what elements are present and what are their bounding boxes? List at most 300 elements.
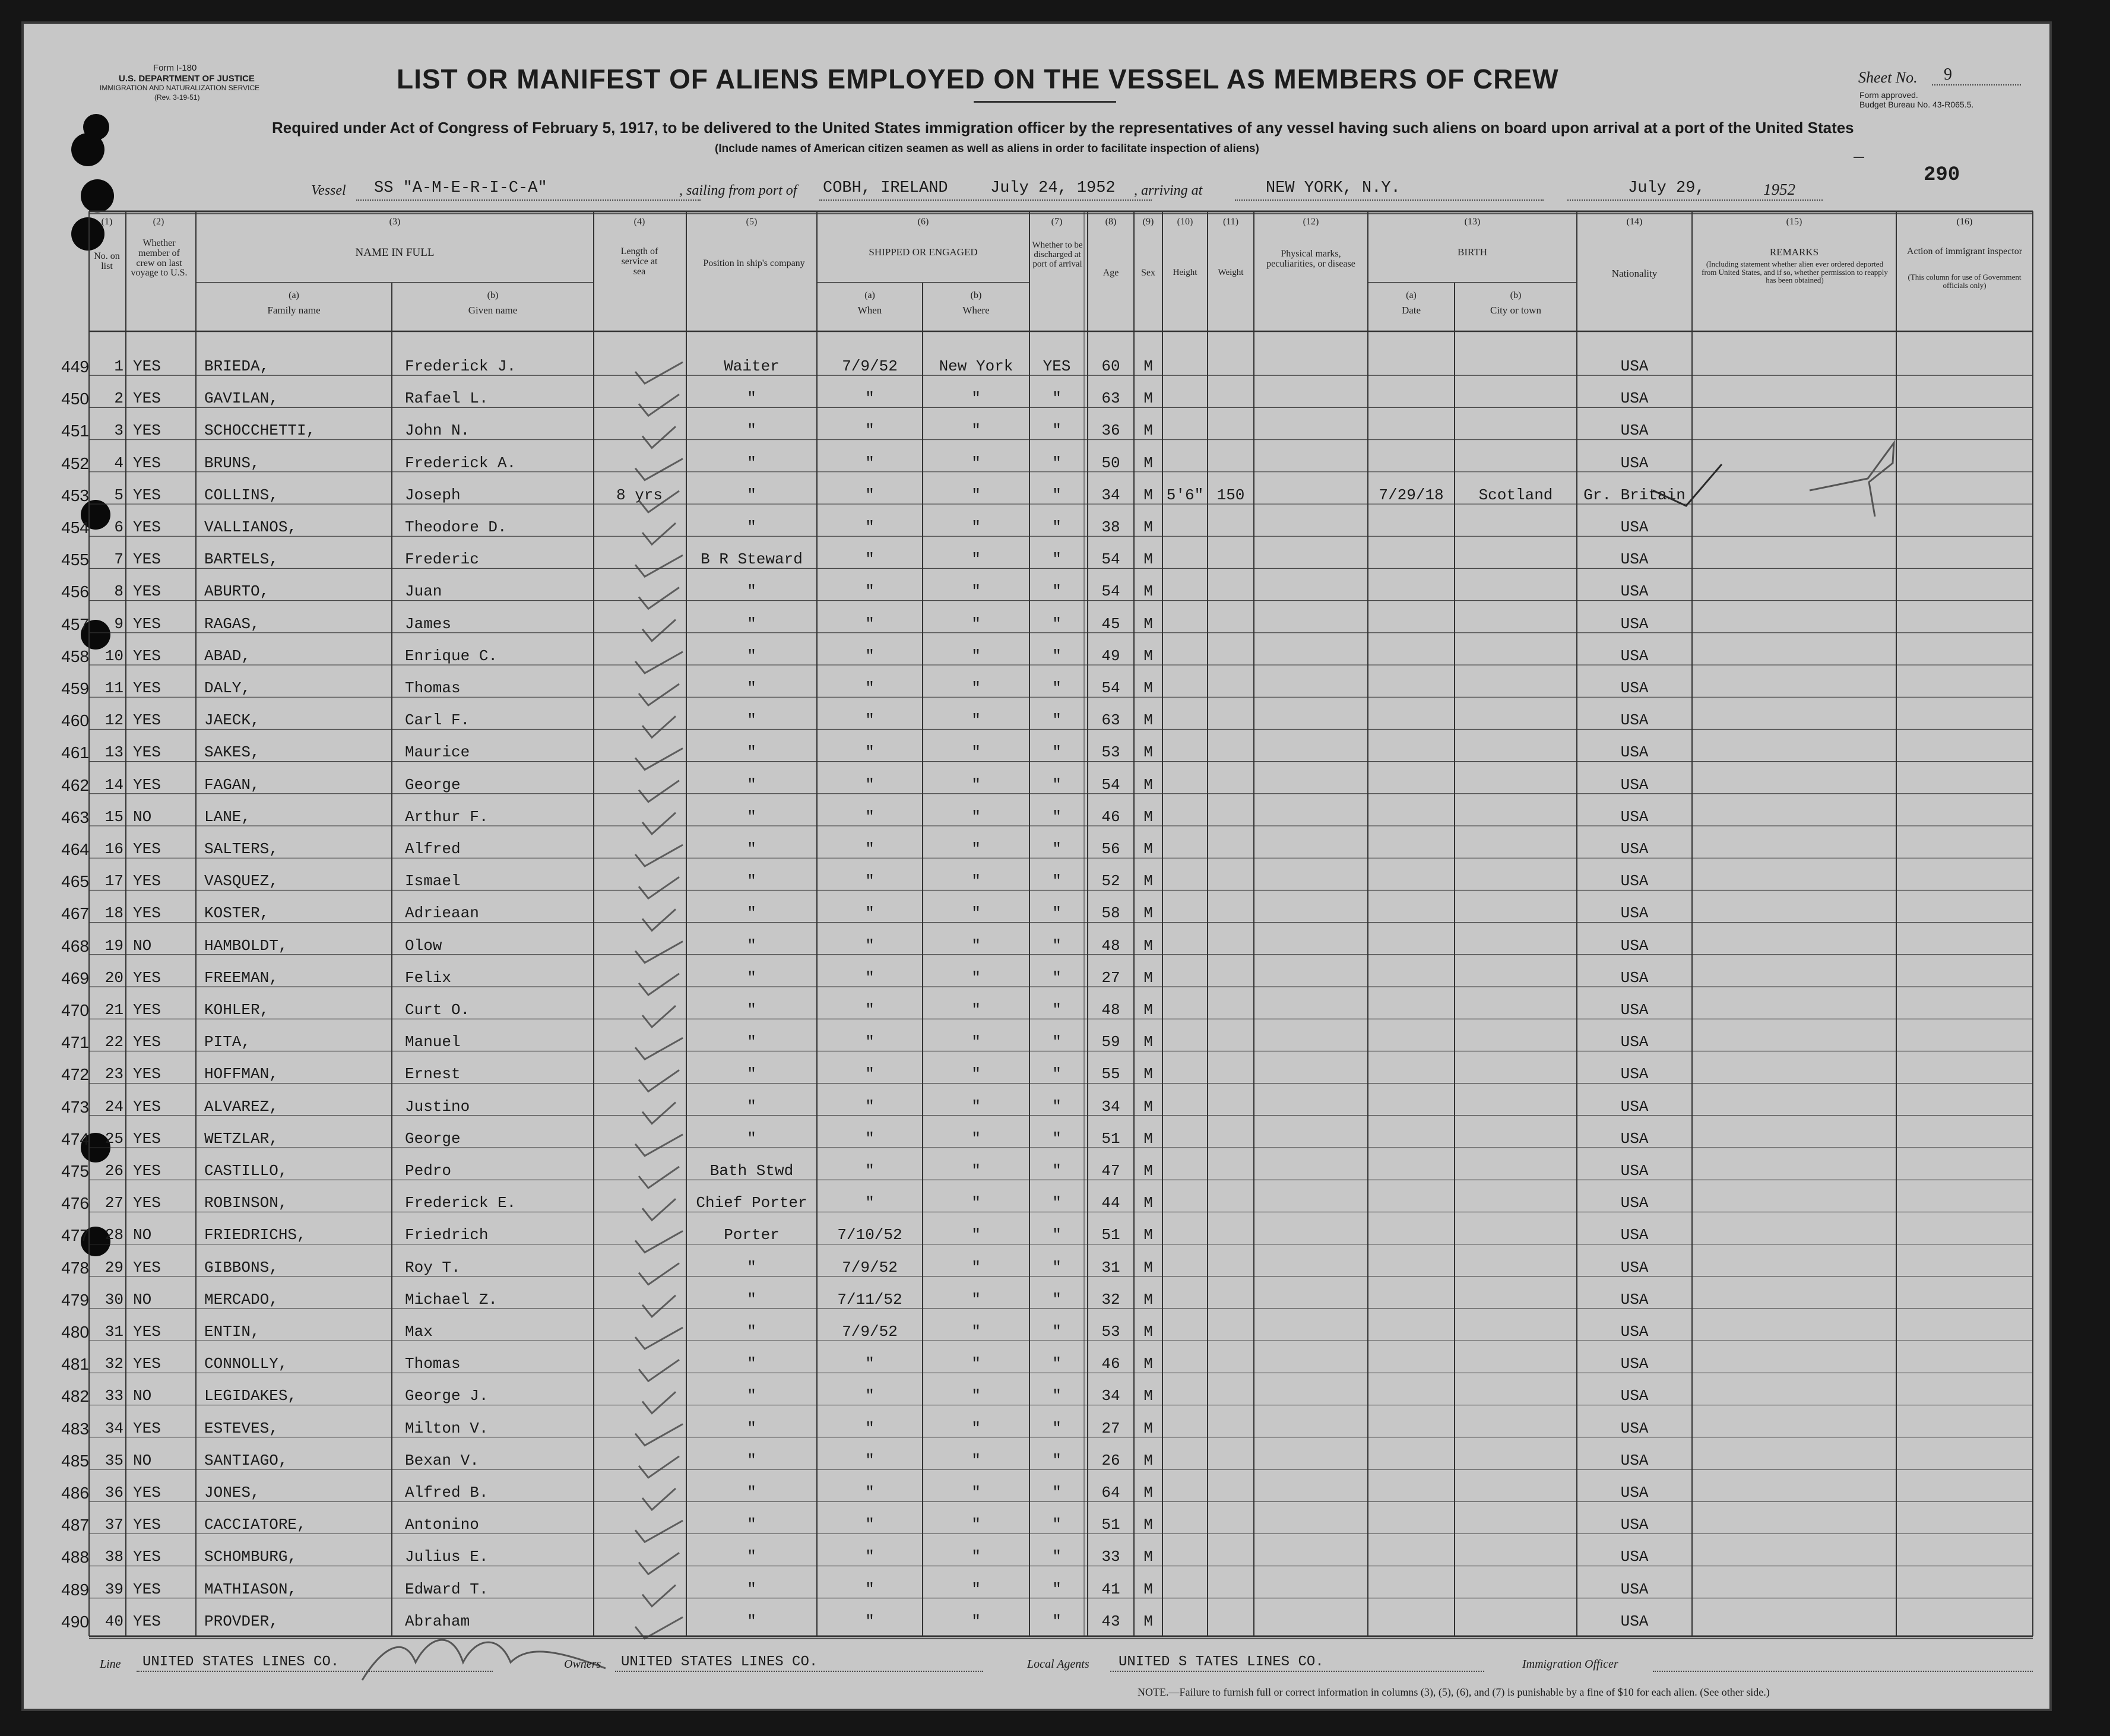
row-previous-voyage: YES: [133, 679, 161, 697]
row-sheet-ref: 486: [61, 1484, 89, 1502]
row-shipped-when: ": [865, 904, 875, 923]
row-position: ": [747, 679, 756, 697]
row-age: 54: [1101, 550, 1120, 569]
row-previous-voyage: YES: [133, 1065, 161, 1084]
row-previous-voyage: NO: [133, 936, 152, 955]
row-nationality: USA: [1620, 872, 1649, 891]
row-nationality: USA: [1620, 357, 1649, 375]
row-sex: M: [1143, 518, 1153, 536]
row-family-name: DALY,: [204, 679, 251, 697]
row-discharged: ": [1052, 1194, 1062, 1212]
row-number: 18: [104, 904, 123, 923]
subtitle-note: (Include names of American citizen seamen as well as aliens in order to facilitate inspection of aliens): [715, 142, 1259, 155]
row-age: 54: [1101, 582, 1120, 601]
row-nationality: USA: [1620, 582, 1649, 601]
row-age: 44: [1101, 1194, 1120, 1212]
row-nationality: USA: [1620, 679, 1649, 697]
row-shipped-when: ": [865, 872, 875, 891]
form-dept: U.S. DEPARTMENT OF JUSTICE: [119, 74, 255, 84]
row-shipped-when: ": [865, 1451, 875, 1469]
row-shipped-where: ": [971, 1419, 981, 1437]
row-shipped-where: ": [971, 1612, 981, 1630]
row-position: ": [747, 1516, 756, 1534]
row-age: 48: [1101, 936, 1120, 955]
row-age: 26: [1101, 1451, 1120, 1469]
row-nationality: USA: [1620, 968, 1649, 987]
row-family-name: MATHIASON,: [204, 1580, 297, 1598]
vessel-name: SS "A-M-E-R-I-C-A": [374, 179, 547, 197]
form-rev: (Rev. 3-19-51): [154, 93, 200, 102]
row-position: ": [747, 936, 756, 955]
row-position: ": [747, 968, 756, 987]
row-family-name: LEGIDAKES,: [204, 1387, 297, 1405]
sailing-label: , sailing from port of: [679, 183, 797, 198]
row-nationality: USA: [1620, 1451, 1649, 1469]
row-shipped-when: ": [865, 1355, 875, 1373]
row-discharged: ": [1052, 936, 1062, 955]
row-sex: M: [1143, 1451, 1153, 1469]
row-position: ": [747, 1065, 756, 1084]
row-given-name: Alfred: [405, 840, 461, 858]
row-shipped-where: ": [971, 1226, 981, 1244]
row-sex: M: [1143, 1194, 1153, 1212]
row-sex: M: [1143, 614, 1153, 633]
row-family-name: FREEMAN,: [204, 968, 278, 987]
row-shipped-when: 7/10/52: [837, 1226, 902, 1244]
row-position: ": [747, 840, 756, 858]
row-family-name: SANTIAGO,: [204, 1451, 288, 1469]
row-discharged: ": [1052, 840, 1062, 858]
col6b-label: Where: [962, 305, 990, 316]
row-number: 10: [104, 647, 123, 665]
row-position: ": [747, 1290, 756, 1309]
col15-num: (15): [1786, 217, 1802, 227]
row-sex: M: [1143, 422, 1153, 440]
row-discharged: ": [1052, 1001, 1062, 1019]
manifest-sheet: [21, 21, 2052, 1711]
row-nationality: USA: [1620, 1548, 1649, 1566]
row-shipped-when: ": [865, 840, 875, 858]
row-discharged: ": [1052, 614, 1062, 633]
row-weight: 150: [1216, 486, 1245, 504]
row-family-name: SCHOCCHETTI,: [204, 422, 316, 440]
row-given-name: Ismael: [405, 872, 461, 891]
col9-label: Sex: [1141, 268, 1155, 278]
row-family-name: KOHLER,: [204, 1001, 270, 1019]
row-discharged: ": [1052, 775, 1062, 794]
row-shipped-when: ": [865, 614, 875, 633]
row-number: 34: [104, 1419, 123, 1437]
row-number: 19: [104, 936, 123, 955]
owners-value: UNITED STATES LINES CO.: [621, 1654, 818, 1670]
row-sex: M: [1143, 1129, 1153, 1148]
row-sheet-ref: 469: [61, 968, 89, 987]
row-given-name: Justino: [405, 1097, 470, 1116]
manifest-title: LIST OR MANIFEST OF ALIENS EMPLOYED ON THE VESSEL AS MEMBERS OF CREW: [397, 64, 1559, 94]
row-number: 4: [114, 454, 123, 472]
row-age: 34: [1101, 1387, 1120, 1405]
row-previous-voyage: NO: [133, 1226, 152, 1244]
col12-label: Physical marks, peculiarities, or disease: [1266, 249, 1355, 269]
row-nationality: USA: [1620, 775, 1649, 794]
row-number: 22: [104, 1033, 123, 1051]
row-shipped-where: ": [971, 1355, 981, 1373]
row-sex: M: [1143, 1516, 1153, 1534]
row-previous-voyage: YES: [133, 840, 161, 858]
row-previous-voyage: YES: [133, 872, 161, 891]
row-sex: M: [1143, 486, 1153, 504]
row-nationality: USA: [1620, 1484, 1649, 1501]
row-sex: M: [1143, 711, 1153, 730]
row-sheet-ref: 451: [61, 422, 89, 441]
row-discharged: ": [1052, 454, 1062, 472]
row-position: ": [747, 389, 756, 408]
row-shipped-where: New York: [939, 357, 1013, 375]
row-previous-voyage: NO: [133, 1387, 152, 1405]
row-shipped-when: ": [865, 679, 875, 697]
row-family-name: ENTIN,: [204, 1323, 260, 1341]
row-number: 3: [114, 422, 123, 440]
row-previous-voyage: YES: [133, 550, 161, 569]
row-family-name: ESTEVES,: [204, 1419, 278, 1437]
row-age: 52: [1101, 872, 1120, 891]
row-shipped-when: 7/9/52: [842, 1323, 898, 1341]
row-discharged: ": [1052, 807, 1062, 826]
row-nationality: USA: [1620, 807, 1649, 826]
row-age: 58: [1101, 904, 1120, 923]
row-age: 51: [1101, 1129, 1120, 1148]
row-given-name: Edward T.: [405, 1580, 489, 1598]
row-sheet-ref: 463: [61, 807, 89, 826]
row-given-name: Julius E.: [405, 1548, 489, 1566]
row-sheet-ref: 450: [61, 389, 89, 408]
row-position: ": [747, 454, 756, 472]
row-age: 56: [1101, 840, 1120, 858]
row-nationality: USA: [1620, 1580, 1649, 1598]
row-family-name: BRIEDA,: [204, 357, 270, 375]
row-discharged: ": [1052, 743, 1062, 762]
agents-value: UNITED S TATES LINES CO.: [1119, 1654, 1324, 1670]
row-position: ": [747, 1129, 756, 1148]
row-shipped-where: ": [971, 1290, 981, 1309]
footer-note: NOTE.—Failure to furnish full or correct information in columns (3), (5), (6), and (7) is punishable by a fine of $10 for each alien. (See other side.): [1138, 1686, 1770, 1698]
row-nationality: USA: [1620, 1162, 1649, 1180]
row-family-name: JAECK,: [204, 711, 260, 730]
row-given-name: Arthur F.: [405, 807, 489, 826]
row-previous-voyage: YES: [133, 1097, 161, 1116]
row-nationality: USA: [1620, 1033, 1649, 1051]
row-shipped-when: ": [865, 936, 875, 955]
row-discharged: ": [1052, 582, 1062, 601]
sheet-number: 9: [1944, 65, 1952, 84]
row-nationality: USA: [1620, 1419, 1649, 1437]
col3a-label: Family name: [267, 305, 321, 316]
row-age: 60: [1101, 357, 1120, 375]
row-family-name: GAVILAN,: [204, 389, 278, 408]
row-previous-voyage: YES: [133, 647, 161, 665]
row-shipped-where: ": [971, 1258, 981, 1276]
row-given-name: Carl F.: [405, 711, 470, 730]
row-previous-voyage: YES: [133, 518, 161, 536]
row-shipped-where: ": [971, 518, 981, 536]
row-sheet-ref: 479: [61, 1290, 89, 1309]
row-shipped-where: ": [971, 775, 981, 794]
row-age: 63: [1101, 389, 1120, 408]
col6-label: SHIPPED OR ENGAGED: [869, 246, 978, 258]
row-discharged: ": [1052, 1484, 1062, 1501]
subtitle: Required under Act of Congress of February 5, 1917, to be delivered to the United States immigration officer by the representatives of any vessel having such aliens on board upon arrival at a port of the United States: [272, 119, 1854, 137]
row-family-name: VASQUEZ,: [204, 872, 278, 891]
row-previous-voyage: YES: [133, 1162, 161, 1180]
row-nationality: USA: [1620, 614, 1649, 633]
row-shipped-where: ": [971, 1548, 981, 1566]
row-sheet-ref: 477: [61, 1226, 89, 1245]
row-shipped-when: ": [865, 1194, 875, 1212]
row-position: ": [747, 486, 756, 504]
row-shipped-where: ": [971, 904, 981, 923]
row-shipped-when: ": [865, 550, 875, 569]
row-nationality: USA: [1620, 936, 1649, 955]
row-sex: M: [1143, 807, 1153, 826]
row-sheet-ref: 475: [61, 1162, 89, 1180]
row-sheet-ref: 480: [61, 1323, 89, 1341]
row-shipped-where: ": [971, 1001, 981, 1019]
row-age: 34: [1101, 1097, 1120, 1116]
row-position: ": [747, 872, 756, 891]
row-position: B R Steward: [701, 550, 803, 569]
owners-underline: [615, 1671, 983, 1672]
row-shipped-when: ": [865, 1129, 875, 1148]
form-approved: Form approved.: [1859, 90, 1918, 100]
row-number: 1: [114, 357, 123, 375]
row-number: 17: [104, 872, 123, 891]
row-age: 48: [1101, 1001, 1120, 1019]
row-sex: M: [1143, 389, 1153, 408]
row-age: 27: [1101, 1419, 1120, 1437]
row-discharged: ": [1052, 486, 1062, 504]
row-age: 55: [1101, 1065, 1120, 1084]
row-nationality: USA: [1620, 389, 1649, 408]
row-nationality: USA: [1620, 840, 1649, 858]
row-sheet-ref: 468: [61, 936, 89, 955]
row-given-name: Max: [405, 1323, 433, 1341]
row-sex: M: [1143, 1001, 1153, 1019]
row-given-name: Milton V.: [405, 1419, 489, 1437]
col6b-num: (b): [970, 290, 982, 300]
row-family-name: MERCADO,: [204, 1290, 278, 1309]
row-previous-voyage: YES: [133, 968, 161, 987]
row-sheet-ref: 488: [61, 1548, 89, 1567]
row-discharged: ": [1052, 1612, 1062, 1630]
row-shipped-when: 7/9/52: [842, 357, 898, 375]
row-sheet-ref: 470: [61, 1001, 89, 1019]
row-shipped-where: ": [971, 550, 981, 569]
row-previous-voyage: YES: [133, 1258, 161, 1276]
agents-underline: [1110, 1671, 1484, 1672]
row-sex: M: [1143, 679, 1153, 697]
row-nationality: USA: [1620, 1258, 1649, 1276]
row-family-name: PITA,: [204, 1033, 251, 1051]
row-nationality: USA: [1620, 1001, 1649, 1019]
row-number: 35: [104, 1451, 123, 1469]
row-position: ": [747, 1580, 756, 1598]
row-discharged: ": [1052, 679, 1062, 697]
row-position: ": [747, 647, 756, 665]
row-number: 5: [114, 486, 123, 504]
row-sheet-ref: 476: [61, 1194, 89, 1213]
row-shipped-where: ": [971, 679, 981, 697]
row-age: 27: [1101, 968, 1120, 987]
row-number: 9: [114, 614, 123, 633]
row-shipped-when: ": [865, 454, 875, 472]
row-position: Waiter: [724, 357, 780, 375]
col13b-label: City or town: [1490, 305, 1541, 316]
row-family-name: JONES,: [204, 1484, 260, 1501]
row-previous-voyage: YES: [133, 1484, 161, 1501]
row-sheet-ref: 490: [61, 1612, 89, 1631]
col14-num: (14): [1626, 217, 1643, 227]
row-position: ": [747, 582, 756, 601]
row-sheet-ref: 464: [61, 840, 89, 859]
row-number: 39: [104, 1580, 123, 1598]
row-position: ": [747, 904, 756, 923]
row-nationality: USA: [1620, 1226, 1649, 1244]
row-sex: M: [1143, 968, 1153, 987]
row-shipped-when: ": [865, 711, 875, 730]
row-given-name: Friedrich: [405, 1226, 489, 1244]
row-sex: M: [1143, 1065, 1153, 1084]
row-shipped-where: ": [971, 1097, 981, 1116]
row-number: 20: [104, 968, 123, 987]
row-given-name: James: [405, 614, 452, 633]
row-number: 2: [114, 389, 123, 408]
row-shipped-where: ": [971, 1484, 981, 1501]
row-shipped-when: ": [865, 518, 875, 536]
row-position: ": [747, 1355, 756, 1373]
row-family-name: HOFFMAN,: [204, 1065, 278, 1084]
row-nationality: USA: [1620, 711, 1649, 730]
row-sex: M: [1143, 1484, 1153, 1501]
row-position: ": [747, 1258, 756, 1276]
row-previous-voyage: YES: [133, 1355, 161, 1373]
row-nationality: USA: [1620, 1387, 1649, 1405]
row-sheet-ref: 478: [61, 1258, 89, 1277]
row-family-name: HAMBOLDT,: [204, 936, 288, 955]
row-sheet-ref: 454: [61, 518, 89, 537]
arriving-label: , arriving at: [1134, 183, 1203, 198]
row-family-name: BRUNS,: [204, 454, 260, 472]
row-position: ": [747, 1323, 756, 1341]
col8-num: (8): [1105, 217, 1117, 227]
row-sheet-ref: 452: [61, 454, 89, 473]
row-height: 5'6": [1166, 486, 1204, 504]
row-discharged: ": [1052, 711, 1062, 730]
row-given-name: Bexan V.: [405, 1451, 479, 1469]
row-shipped-when: ": [865, 1001, 875, 1019]
row-given-name: Frederick E.: [405, 1194, 517, 1212]
row-shipped-when: ": [865, 968, 875, 987]
col16-label: Action of immigrant inspector: [1906, 246, 2023, 256]
row-shipped-where: ": [971, 711, 981, 730]
row-sheet-ref: 482: [61, 1387, 89, 1406]
row-shipped-when: ": [865, 1548, 875, 1566]
row-shipped-when: 7/11/52: [837, 1290, 902, 1309]
row-family-name: FAGAN,: [204, 775, 260, 794]
row-age: 32: [1101, 1290, 1120, 1309]
row-sex: M: [1143, 775, 1153, 794]
row-sheet-ref: 483: [61, 1419, 89, 1438]
row-sheet-ref: 481: [61, 1355, 89, 1374]
row-discharged: ": [1052, 1516, 1062, 1534]
row-shipped-where: ": [971, 1129, 981, 1148]
row-discharged: ": [1052, 1387, 1062, 1405]
row-sex: M: [1143, 454, 1153, 472]
row-shipped-where: ": [971, 1162, 981, 1180]
row-sex: M: [1143, 1355, 1153, 1373]
row-shipped-where: ": [971, 807, 981, 826]
row-nationality: USA: [1620, 422, 1649, 440]
row-age: 38: [1101, 518, 1120, 536]
row-sex: M: [1143, 1323, 1153, 1341]
col11-num: (11): [1222, 217, 1239, 227]
row-number: 12: [104, 711, 123, 730]
row-given-name: Michael Z.: [405, 1290, 498, 1309]
row-sheet-ref: 473: [61, 1097, 89, 1116]
col1-num: (1): [101, 217, 113, 227]
col16-note: (This column for use of Government officials only): [1908, 273, 2022, 290]
row-shipped-when: ": [865, 807, 875, 826]
row-shipped-where: ": [971, 840, 981, 858]
row-age: 47: [1101, 1162, 1120, 1180]
row-given-name: Manuel: [405, 1033, 461, 1051]
row-number: 23: [104, 1065, 123, 1084]
row-age: 45: [1101, 614, 1120, 633]
col3-label: NAME IN FULL: [355, 246, 435, 259]
row-family-name: SALTERS,: [204, 840, 278, 858]
row-sex: M: [1143, 1033, 1153, 1051]
row-sex: M: [1143, 1290, 1153, 1309]
row-nationality: USA: [1620, 1129, 1649, 1148]
row-nationality: USA: [1620, 1065, 1649, 1084]
row-sex: M: [1143, 840, 1153, 858]
row-nationality: USA: [1620, 1323, 1649, 1341]
row-shipped-where: ": [971, 422, 981, 440]
row-discharged: YES: [1043, 357, 1071, 375]
row-discharged: ": [1052, 1451, 1062, 1469]
row-position: ": [747, 614, 756, 633]
row-family-name: GIBBONS,: [204, 1258, 278, 1276]
row-family-name: COLLINS,: [204, 486, 278, 504]
row-number: 7: [114, 550, 123, 569]
row-previous-voyage: YES: [133, 904, 161, 923]
row-sheet-ref: 459: [61, 679, 89, 698]
row-shipped-where: ": [971, 454, 981, 472]
col3-num: (3): [389, 217, 401, 227]
row-given-name: Thomas: [405, 679, 461, 697]
row-number: 11: [104, 679, 123, 697]
row-shipped-where: ": [971, 872, 981, 891]
line-underline: [137, 1671, 493, 1672]
col15-note: (Including statement whether alien ever ordered deported from United States, and if so, whether permission to reapply has been obtained): [1702, 259, 1888, 285]
row-position: ": [747, 1387, 756, 1405]
row-previous-voyage: YES: [133, 422, 161, 440]
col7-num: (7): [1051, 217, 1063, 227]
col13a-label: Date: [1401, 305, 1421, 316]
row-discharged: ": [1052, 550, 1062, 569]
row-given-name: Enrique C.: [405, 647, 498, 665]
row-nationality: USA: [1620, 647, 1649, 665]
row-age: 31: [1101, 1258, 1120, 1276]
